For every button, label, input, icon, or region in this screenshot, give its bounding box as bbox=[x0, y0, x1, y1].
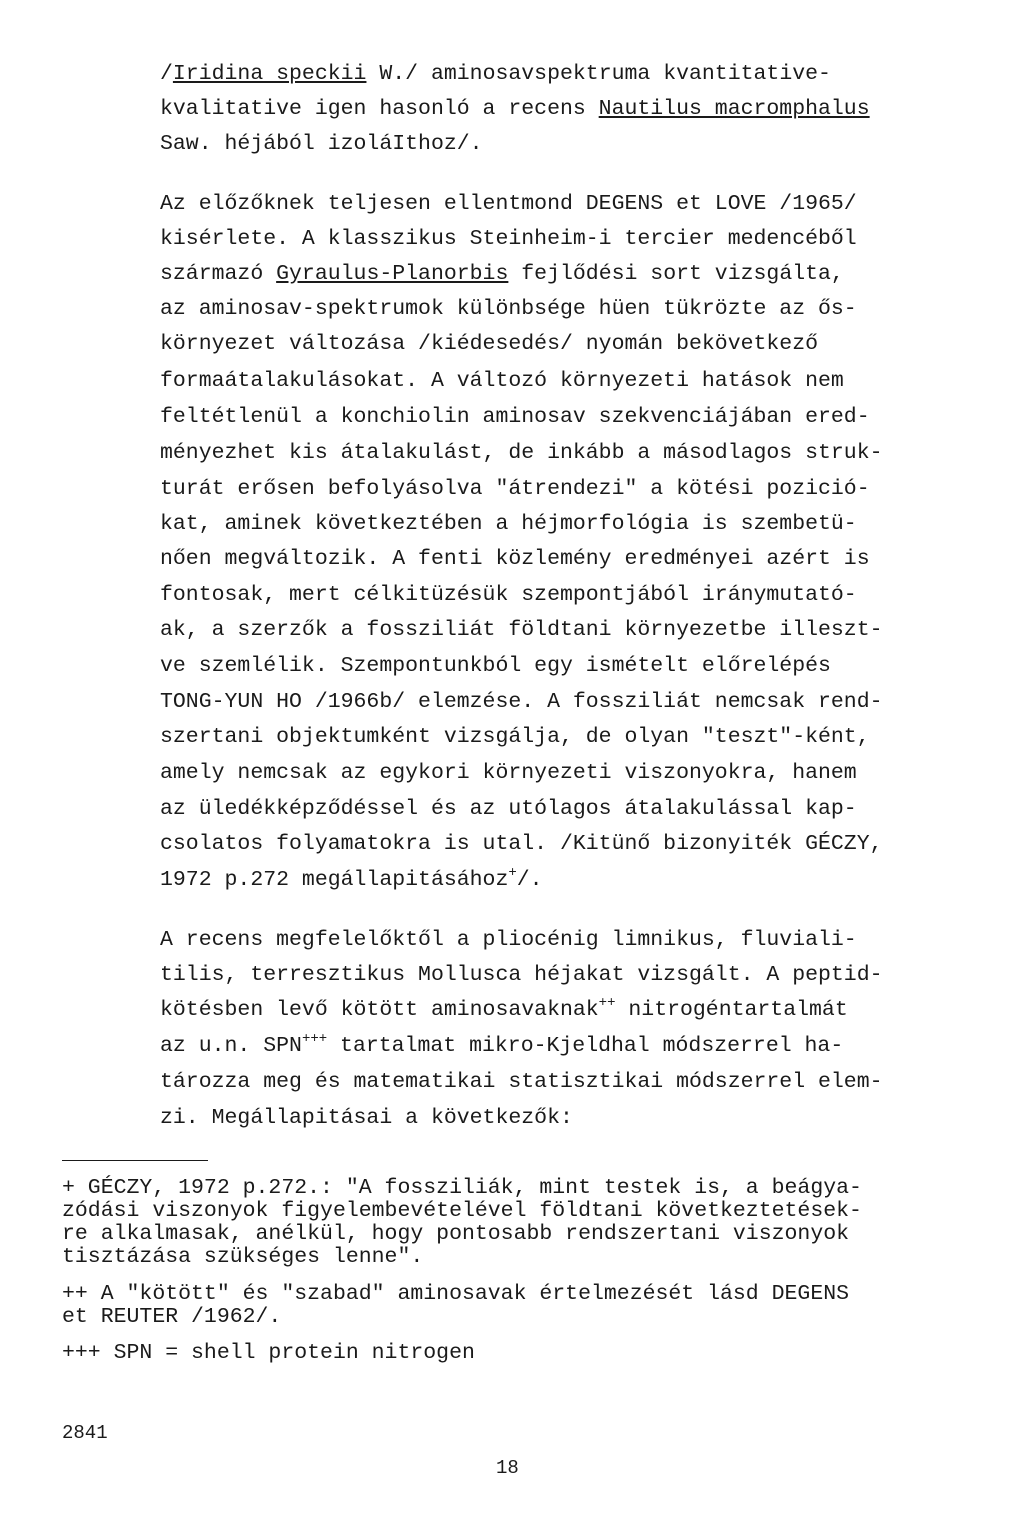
taxon-name: Iridina speckii bbox=[172, 62, 367, 86]
body-line: A recens megfelelőktől a pliocénig limnikus, fluviali- bbox=[160, 928, 857, 952]
body-line: csolatos folyamatokra is utal. /Kitünő bizonyiték GÉCZY, bbox=[160, 832, 883, 856]
footnote-marker: ++ bbox=[598, 995, 616, 1011]
page-number: 18 bbox=[496, 1457, 519, 1479]
footnote-line: tisztázása szükséges lenne". bbox=[62, 1245, 424, 1269]
body-line: fontosak, mert célkitüzésük szempontjából iránymutató- bbox=[160, 583, 857, 607]
body-line: /Iridina speckii W./ aminosavspektruma kvantitative- bbox=[160, 62, 831, 86]
body-line: ve szemlélik. Szempontunkból egy ismételt előrelépés bbox=[160, 654, 831, 678]
taxon-name: Gyraulus-Planorbis bbox=[276, 262, 509, 286]
footnote-marker: +++ bbox=[301, 1031, 328, 1047]
body-line: Saw. héjából izoláIthoz/. bbox=[160, 132, 483, 156]
footnote-separator bbox=[62, 1160, 208, 1161]
body-line: az u.n. SPN+++ tartalmat mikro-Kjeldhal módszerrel ha- bbox=[160, 1031, 844, 1058]
body-line: szertani objektumként vizsgálja, de olyan "teszt"-ként, bbox=[160, 725, 870, 749]
footnote-marker: + bbox=[508, 865, 517, 881]
footnote-line: re alkalmasak, anélkül, hogy pontosabb rendszertani viszonyok bbox=[62, 1222, 850, 1246]
body-line: ak, a szerzők a fossziliát földtani környezetbe illeszt- bbox=[160, 618, 883, 642]
body-line: tározza meg és matematikai statisztikai módszerrel elem- bbox=[160, 1070, 883, 1094]
body-line: amely nemcsak az egykori környezeti viszonyokra, hanem bbox=[160, 761, 857, 785]
footnote-line: + GÉCZY, 1972 p.272.: "A fossziliák, mint testek is, a beágya- bbox=[62, 1176, 862, 1200]
taxon-name: Nautilus macromphalus bbox=[598, 97, 870, 121]
footnote-line: et REUTER /1962/. bbox=[62, 1305, 282, 1329]
archive-number: 2841 bbox=[62, 1422, 108, 1444]
body-line: TONG-YUN HO /1966b/ elemzése. A fossziliát nemcsak rend- bbox=[160, 690, 883, 714]
body-line: kvalitative igen hasonló a recens Nautilus macromphalus bbox=[160, 97, 870, 121]
body-line: kötésben levő kötött aminosavaknak++ nitrogéntartalmát bbox=[160, 995, 848, 1022]
footnote-line: ++ A "kötött" és "szabad" aminosavak értelmezését lásd DEGENS bbox=[62, 1282, 850, 1306]
body-line: tilis, terresztikus Mollusca héjakat vizsgált. A peptid- bbox=[160, 963, 883, 987]
body-line: az aminosav-spektrumok különbsége hüen tükrözte az ős- bbox=[160, 297, 857, 321]
body-line: környezet változása /kiédesedés/ nyomán bekövetkező bbox=[160, 332, 819, 356]
footnote-line: zódási viszonyok figyelembevételével földtani következtetések- bbox=[62, 1199, 862, 1223]
body-line: 1972 p.272 megállapitásához+/. bbox=[160, 865, 543, 892]
body-line: kisérlete. A klasszikus Steinheim-i tercier medencéből bbox=[160, 227, 857, 251]
body-line: az üledékképződéssel és az utólagos átalakulással kap- bbox=[160, 797, 857, 821]
body-line: származó Gyraulus-Planorbis fejlődési sort vizsgálta, bbox=[160, 262, 844, 286]
body-line: kat, aminek következtében a héjmorfológia is szembetü- bbox=[160, 512, 857, 536]
body-line: ményezhet kis átalakulást, de inkább a másodlagos struk- bbox=[160, 441, 883, 465]
body-line: feltétlenül a konchiolin aminosav szekvenciájában ered- bbox=[160, 405, 870, 429]
body-line: nően megváltozik. A fenti közlemény eredményei azért is bbox=[160, 547, 870, 571]
body-line: turát erősen befolyásolva "átrendezi" a kötési pozició- bbox=[160, 477, 870, 501]
footnote-line: +++ SPN = shell protein nitrogen bbox=[62, 1341, 475, 1365]
body-line: formaátalakulásokat. A változó környezeti hatások nem bbox=[160, 369, 844, 393]
body-line: zi. Megállapitásai a következők: bbox=[160, 1106, 573, 1130]
body-line: Az előzőknek teljesen ellentmond DEGENS et LOVE /1965/ bbox=[160, 192, 857, 216]
